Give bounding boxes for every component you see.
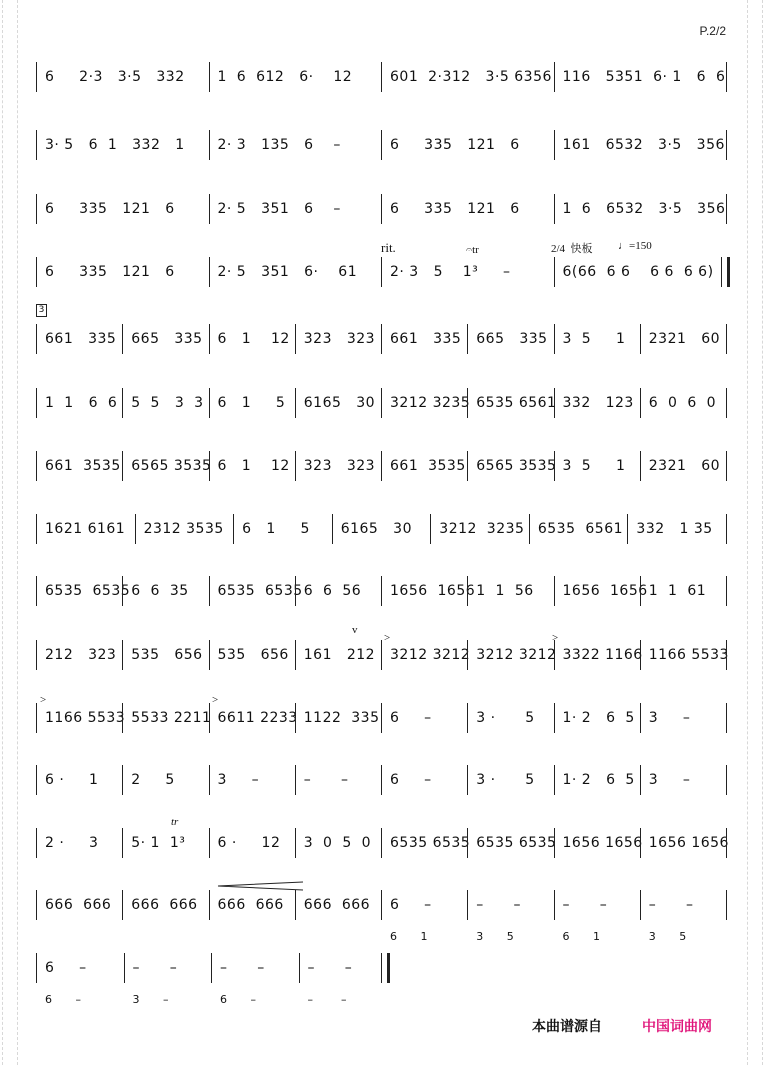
measure-notes: – – <box>220 960 265 976</box>
measure-notes: 323 323 <box>303 331 376 347</box>
measure-notes: 332 1 35 <box>636 521 713 537</box>
measure-notes: 6165 30 <box>340 521 412 537</box>
measure-notes: 1166 5533 <box>648 647 729 663</box>
page-number: P.2/2 <box>699 24 726 38</box>
measure-notes: 6 · 1 <box>45 772 99 788</box>
section-number-box: 3 <box>36 304 47 317</box>
measure-notes: 535 656 <box>131 647 203 663</box>
measure-notes: 6535 6535 <box>476 835 557 851</box>
source-label: 本曲谱源自 <box>532 1019 602 1035</box>
measure-bass-notes: 6 – <box>45 993 82 1006</box>
measure-notes: 6 2·3 3·5 332 <box>45 69 185 85</box>
measure-notes: 535 656 <box>217 647 289 663</box>
measure-notes: 1122 335 <box>303 710 380 726</box>
measure-notes: 1 1 61 <box>648 583 707 599</box>
measure-notes: 6 1 12 <box>217 458 290 474</box>
measure-notes: 3· 5 6 1 332 1 <box>45 137 185 153</box>
measure-notes: 2· 5 351 6· 61 <box>217 264 358 280</box>
measure-notes: 661 3535 <box>390 458 466 474</box>
measure-notes: 601 2·312 3·5 6356 <box>390 69 552 85</box>
measure-notes: 3212 3235 <box>390 395 471 411</box>
measure-notes: 661 335 <box>45 331 117 347</box>
accent-mark-2: > <box>552 632 559 644</box>
measure-notes: 161 212 <box>303 647 376 663</box>
measure-notes: 1· 2 6 5 <box>562 772 635 788</box>
measure-notes: 1 1 6 6 <box>45 395 118 411</box>
measure-notes: 6 6 56 <box>303 583 362 599</box>
measure-notes: 2321 60 <box>648 331 721 347</box>
measure-notes: 161 6532 3·5 356 <box>562 137 725 153</box>
measure-notes: 3 – <box>648 772 691 788</box>
measure-notes: 6 0 6 0 <box>648 395 717 411</box>
measure-notes: 2 · 3 <box>45 835 99 851</box>
measure-notes: 332 123 <box>562 395 634 411</box>
measure-notes: 6535 6561 <box>476 395 557 411</box>
measure-notes: 2312 3535 <box>143 521 224 537</box>
accent-mark-4: > <box>212 694 219 706</box>
measure-notes: – – <box>648 897 694 913</box>
accent-mark-1: > <box>384 632 391 644</box>
measure-notes: – – <box>132 960 178 976</box>
measure-notes: 6 – <box>390 772 432 788</box>
measure-notes: 2· 3 5 1³ – <box>390 264 511 280</box>
measure-notes: 1166 5533 <box>45 710 126 726</box>
measure-notes: 5533 2211 <box>131 710 212 726</box>
measure-bass-notes: 6 1 <box>390 930 429 943</box>
measure-notes: 2· 3 135 6 – <box>217 137 341 153</box>
measure-notes: 1 6 6532 3·5 356 <box>562 201 726 217</box>
measure-notes: 6165 30 <box>303 395 376 411</box>
measure-notes: 6 1 5 <box>242 521 310 537</box>
ritardando-mark: rit. <box>381 240 396 255</box>
measure-notes: 6 1 12 <box>217 331 290 347</box>
measure-notes: 3 – <box>648 710 691 726</box>
measure-notes: 666 666 <box>131 897 198 913</box>
measure-notes: 6535 6561 <box>537 521 624 537</box>
measure-notes: 3 0 5 0 <box>303 835 372 851</box>
measure-notes: 2· 5 351 6 – <box>217 201 341 217</box>
measure-notes: 3 · 5 <box>476 710 535 726</box>
measure-notes: 6(66 6 6 6 6 6 6) <box>562 264 714 280</box>
measure-notes: 6 1 5 <box>217 395 286 411</box>
measure-notes: 666 666 <box>217 897 284 913</box>
measure-notes: 3 · 5 <box>476 772 535 788</box>
measure-notes: 6 – <box>390 710 432 726</box>
measure-notes: 3212 3212 <box>390 647 471 663</box>
measure-notes: 6535 6535 <box>217 583 303 599</box>
measure-bass-notes: 3 5 <box>648 930 688 943</box>
trill-mark: tr <box>171 816 179 828</box>
measure-notes: 212 323 <box>45 647 117 663</box>
measure-bass-notes: 6 – <box>220 993 257 1006</box>
measure-notes: 665 335 <box>131 331 203 347</box>
measure-notes: 6 6 35 <box>131 583 189 599</box>
measure-notes: 5· 1 1³ <box>131 835 186 851</box>
measure-notes: 3 5 1 <box>562 331 626 347</box>
measure-notes: 665 335 <box>476 331 548 347</box>
measure-notes: 6565 3535 <box>131 458 212 474</box>
accent-v-mark: v <box>352 624 358 636</box>
fermata-trill-mark: 𝄐tr <box>466 244 479 256</box>
measure-notes: 6 – <box>390 897 432 913</box>
measure-bass-notes: 3 – <box>132 993 170 1006</box>
measure-notes: 5 5 3 3 <box>131 395 204 411</box>
measure-notes: – – <box>307 960 353 976</box>
measure-notes: 6 – <box>45 960 87 976</box>
measure-notes: – – <box>476 897 521 913</box>
measure-notes: 3212 3212 <box>476 647 557 663</box>
measure-notes: 3322 1166 <box>562 647 643 663</box>
measure-notes: – – <box>303 772 349 788</box>
measure-bass-notes: 3 5 <box>476 930 515 943</box>
measure-notes: 116 5351 6· 1 6 6 <box>562 69 726 85</box>
measure-notes: 1 1 56 <box>476 583 534 599</box>
measure-notes: 1· 2 6 5 <box>562 710 635 726</box>
measure-notes: 2321 60 <box>648 458 721 474</box>
measure-notes: 2 5 <box>131 772 175 788</box>
measure-notes: 323 323 <box>303 458 376 474</box>
measure-bass-notes: 6 1 <box>562 930 601 943</box>
measure-notes: 6 335 121 6 <box>45 201 175 217</box>
measure-notes: 6565 3535 <box>476 458 557 474</box>
measure-notes: 6 335 121 6 <box>45 264 175 280</box>
meter-speed-mark: 2/4 快板 <box>551 243 593 255</box>
measure-notes: 661 335 <box>390 331 462 347</box>
accent-mark-3: > <box>40 694 47 706</box>
measure-notes: 1656 1656 <box>562 583 648 599</box>
measure-notes: 1656 1656 <box>562 835 643 851</box>
measure-notes: 6611 2233 <box>217 710 298 726</box>
measure-notes: 6535 6535 <box>390 835 471 851</box>
measure-notes: 3 – <box>217 772 260 788</box>
source-site-name: 中国词曲网 <box>642 1019 712 1035</box>
measure-notes: 6535 6535 <box>45 583 131 599</box>
measure-notes: 1 6 612 6· 12 <box>217 69 353 85</box>
measure-bass-notes: – – <box>307 993 348 1006</box>
measure-notes: 6 335 121 6 <box>390 137 520 153</box>
measure-notes: 1656 1656 <box>648 835 729 851</box>
measure-notes: 666 666 <box>45 897 112 913</box>
measure-notes: 1656 1656 <box>390 583 476 599</box>
measure-notes: 6 335 121 6 <box>390 201 520 217</box>
measure-notes: 1621 6161 <box>45 521 126 537</box>
measure-notes: – – <box>562 897 608 913</box>
measure-notes: 3212 3235 <box>439 521 525 537</box>
tempo-bpm-mark: ♩=150 <box>618 240 652 252</box>
measure-notes: 3 5 1 <box>562 458 626 474</box>
measure-notes: 661 3535 <box>45 458 121 474</box>
measure-notes: 6 · 12 <box>217 835 281 851</box>
measure-notes: 666 666 <box>303 897 371 913</box>
